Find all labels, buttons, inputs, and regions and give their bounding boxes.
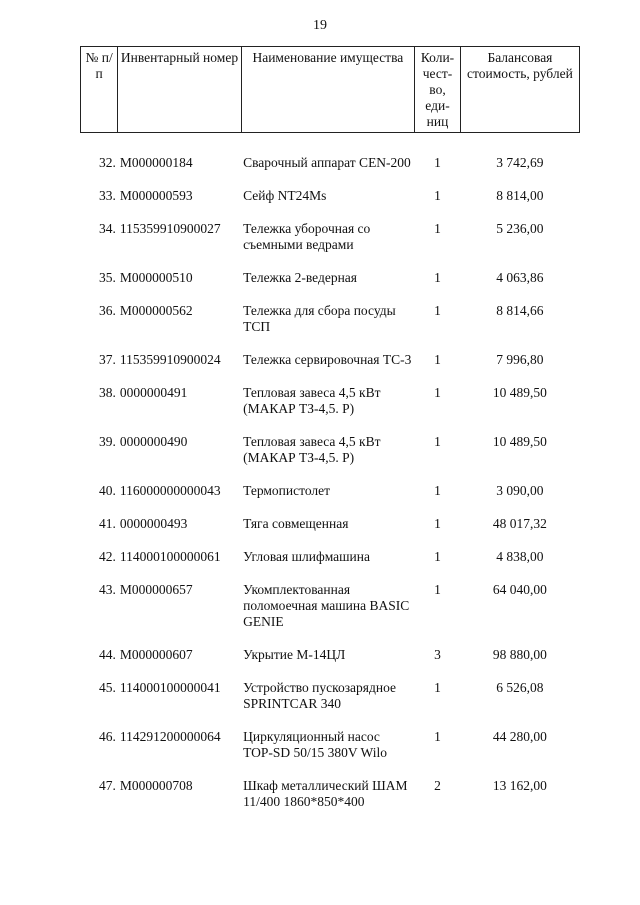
table-row (81, 729, 580, 778)
table-row (81, 483, 580, 516)
page-number: 19 (313, 18, 327, 33)
table-row (81, 303, 580, 352)
row-number-cell: 39. (98, 434, 116, 449)
balance-cost-cell: 3 090,00 (496, 483, 544, 498)
table-header-row (81, 47, 580, 133)
balance-cost-cell: 10 489,50 (492, 434, 547, 449)
table-row (81, 680, 580, 729)
inventory-number-cell: 114000100000061 (119, 549, 221, 564)
quantity-cell: 1 (434, 549, 441, 564)
property-name-cell: Тепловая завеса 4,5 кВт (МАКАР ТЗ-4,5. Р) (243, 385, 381, 416)
inventory-number-cell: 116000000000043 (119, 483, 221, 498)
row-number-cell: 46. (98, 729, 116, 744)
balance-cost-cell: 48 017,32 (492, 516, 547, 531)
inventory-number-cell: 114291200000064 (119, 729, 221, 744)
balance-cost-cell: 5 236,00 (496, 221, 544, 236)
balance-cost-cell: 44 280,00 (492, 729, 547, 744)
inventory-number-cell: М000000184 (119, 155, 193, 170)
property-name-cell: Тележка уборочная со съемными ведрами (243, 221, 371, 252)
property-name-cell: Циркуляционный насос TOP-SD 50/15 380V Wilo (243, 729, 387, 760)
balance-cost-cell: 8 814,66 (496, 303, 544, 318)
inventory-number-cell: М000000657 (119, 582, 193, 597)
table-row (81, 385, 580, 434)
balance-cost-cell: 7 996,80 (496, 352, 544, 367)
balance-cost-cell: 8 814,00 (496, 188, 544, 203)
quantity-cell: 1 (434, 352, 441, 367)
inventory-number-cell: М000000562 (119, 303, 193, 318)
table-row (81, 778, 580, 827)
table-row (81, 582, 580, 647)
inventory-number-cell: 115359910900024 (119, 352, 221, 367)
balance-cost-cell: 64 040,00 (492, 582, 547, 597)
table-row (81, 647, 580, 680)
quantity-cell: 1 (434, 188, 441, 203)
quantity-cell: 1 (434, 483, 441, 498)
row-number-cell: 47. (98, 778, 116, 793)
property-name-cell: Укрытие М-14ЦЛ (243, 647, 346, 662)
table-row (81, 516, 580, 549)
property-name-cell: Сварочный аппарат CEN-200 (243, 155, 411, 170)
property-name-cell: Термопистолет (243, 483, 331, 498)
row-number-cell: 38. (98, 385, 116, 400)
row-number-cell: 35. (98, 270, 116, 285)
property-name-cell: Сейф NT24Ms (243, 188, 327, 203)
header-row-number: № п/п (81, 47, 118, 133)
table-row (81, 270, 580, 303)
balance-cost-cell: 4 838,00 (496, 549, 544, 564)
balance-cost-cell: 6 526,08 (496, 680, 544, 695)
table-row (81, 352, 580, 385)
balance-cost-cell: 4 063,86 (496, 270, 544, 285)
balance-cost-cell: 3 742,69 (496, 155, 544, 170)
balance-cost-cell: 98 880,00 (492, 647, 547, 662)
row-number-cell: 44. (98, 647, 116, 662)
property-name-cell: Тепловая завеса 4,5 кВт (МАКАР ТЗ-4,5. Р) (243, 434, 381, 465)
property-name-cell: Тележка сервировочная ТС-3 (243, 352, 412, 367)
header-quantity: Коли-чест-во, еди-ниц (415, 47, 461, 133)
table-row (81, 549, 580, 582)
quantity-cell: 1 (434, 303, 441, 318)
row-number-cell: 40. (98, 483, 116, 498)
quantity-cell: 1 (434, 582, 441, 597)
property-name-cell: Тележка для сбора посуды ТСП (243, 303, 396, 334)
inventory-number-cell: 0000000493 (119, 516, 188, 531)
quantity-cell: 1 (434, 680, 441, 695)
balance-cost-cell: 13 162,00 (492, 778, 547, 793)
row-number-cell: 37. (98, 352, 116, 367)
quantity-cell: 3 (434, 647, 441, 662)
row-number-cell: 43. (98, 582, 116, 597)
quantity-cell: 2 (434, 778, 441, 793)
balance-cost-cell: 10 489,50 (492, 385, 547, 400)
quantity-cell: 1 (434, 434, 441, 449)
inventory-number-cell: М000000708 (119, 778, 193, 793)
inventory-number-cell: 114000100000041 (119, 680, 221, 695)
row-number-cell: 32. (98, 155, 116, 170)
quantity-cell: 1 (434, 221, 441, 236)
inventory-number-cell: 115359910900027 (119, 221, 221, 236)
row-number-cell: 41. (98, 516, 116, 531)
property-name-cell: Угловая шлифмашина (243, 549, 370, 564)
table-row (81, 434, 580, 483)
row-number-cell: 33. (98, 188, 116, 203)
header-property-name: Наименование имущества (241, 47, 415, 133)
table-body (81, 133, 580, 828)
quantity-cell: 1 (434, 385, 441, 400)
table-row (81, 155, 580, 188)
inventory-number-cell: М000000607 (119, 647, 193, 662)
quantity-cell: 1 (434, 516, 441, 531)
inventory-number-cell: М000000593 (119, 188, 193, 203)
row-number-cell: 34. (98, 221, 116, 236)
table-row (81, 188, 580, 221)
table-row (81, 221, 580, 270)
inventory-table (80, 46, 580, 827)
inventory-number-cell: 0000000490 (119, 434, 188, 449)
quantity-cell: 1 (434, 729, 441, 744)
row-number-cell: 36. (98, 303, 116, 318)
row-number-cell: 42. (98, 549, 116, 564)
property-name-cell: Укомплектованная поломоечная машина BASIC GENIE (243, 582, 410, 629)
property-name-cell: Шкаф металлический ШАМ 11/400 1860*850*400 (243, 778, 408, 809)
row-number-cell: 45. (98, 680, 116, 695)
property-name-cell: Тяга совмещенная (243, 516, 349, 531)
quantity-cell: 1 (434, 155, 441, 170)
inventory-number-cell: 0000000491 (119, 385, 188, 400)
property-name-cell: Устройство пускозарядное SPRINTCAR 340 (243, 680, 396, 711)
header-inventory-number: Инвентарный номер (118, 47, 241, 133)
header-balance-cost: Балансовая стоимость, рублей (460, 47, 579, 133)
inventory-number-cell: М000000510 (119, 270, 193, 285)
quantity-cell: 1 (434, 270, 441, 285)
property-name-cell: Тележка 2-ведерная (243, 270, 358, 285)
